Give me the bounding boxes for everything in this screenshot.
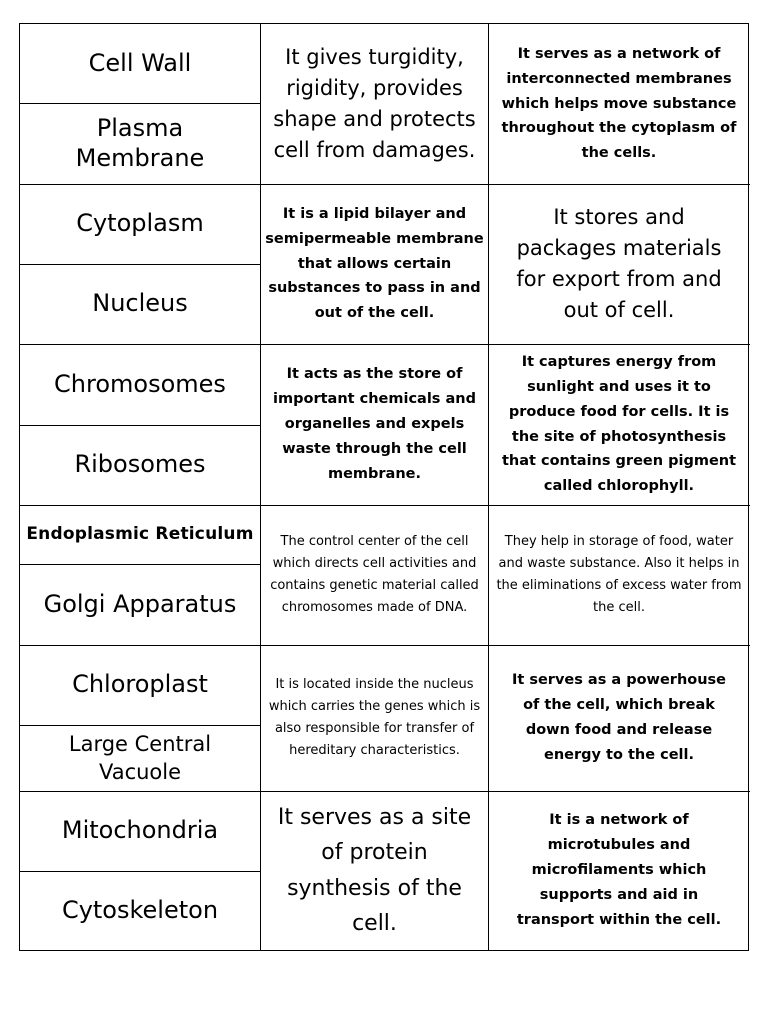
description-card: It captures energy from sunlight and uses it to produce food for cells. It is the site of photosynthesis that contains green pigment called chlorophyll. xyxy=(501,353,737,495)
term-card: Chloroplast xyxy=(72,670,208,699)
term-card: Golgi Apparatus xyxy=(43,589,237,618)
term-card: Chromosomes xyxy=(54,369,226,398)
description-card: It is a network of microtubules and microfilaments which supports and aid in transport within the cell. xyxy=(516,812,722,928)
term-card: Cytoplasm xyxy=(76,209,204,238)
description-card: It acts as the store of important chemicals and organelles and expels waste through the cell membrane. xyxy=(273,366,476,482)
term-card: Endoplasmic Reticulum xyxy=(26,524,254,545)
term-card: Ribosomes xyxy=(74,450,206,479)
description-card: It serves as a powerhouse of the cell, which break down food and release energy to the cell. xyxy=(511,672,727,763)
term-card: Cell Wall xyxy=(88,48,192,77)
term-card: Cytoskeleton xyxy=(61,895,219,924)
term-card: Large Central Vacuole xyxy=(68,731,212,784)
card-sheet xyxy=(19,23,749,951)
description-card: It is a lipid bilayer and semipermeable membrane that allows certain substances to pass in and out of the cell. xyxy=(265,205,484,322)
term-card: Nucleus xyxy=(92,289,188,318)
description-card: The control center of the cell which directs cell activities and contains genetic material called chromosomes made of DNA. xyxy=(270,534,479,615)
term-card: Mitochondria xyxy=(61,816,219,845)
description-card: It serves as a site of protein synthesis of the cell. xyxy=(277,805,472,936)
description-card: It stores and packages materials for export from and out of cell. xyxy=(516,204,722,323)
term-card: Plasma Membrane xyxy=(75,114,205,172)
description-card: It is located inside the nucleus which carries the genes which is also responsible for transfer of hereditary characteristics. xyxy=(268,677,481,758)
description-card: It gives turgidity, rigidity, provides shape and protects cell from damages. xyxy=(273,44,476,163)
description-card: It serves as a network of interconnected membranes which helps move substance throughout the cytoplasm of the cells. xyxy=(501,45,737,162)
description-card: They help in storage of food, water and waste substance. Also it helps in the eliminations of excess water from the cell. xyxy=(496,534,742,615)
